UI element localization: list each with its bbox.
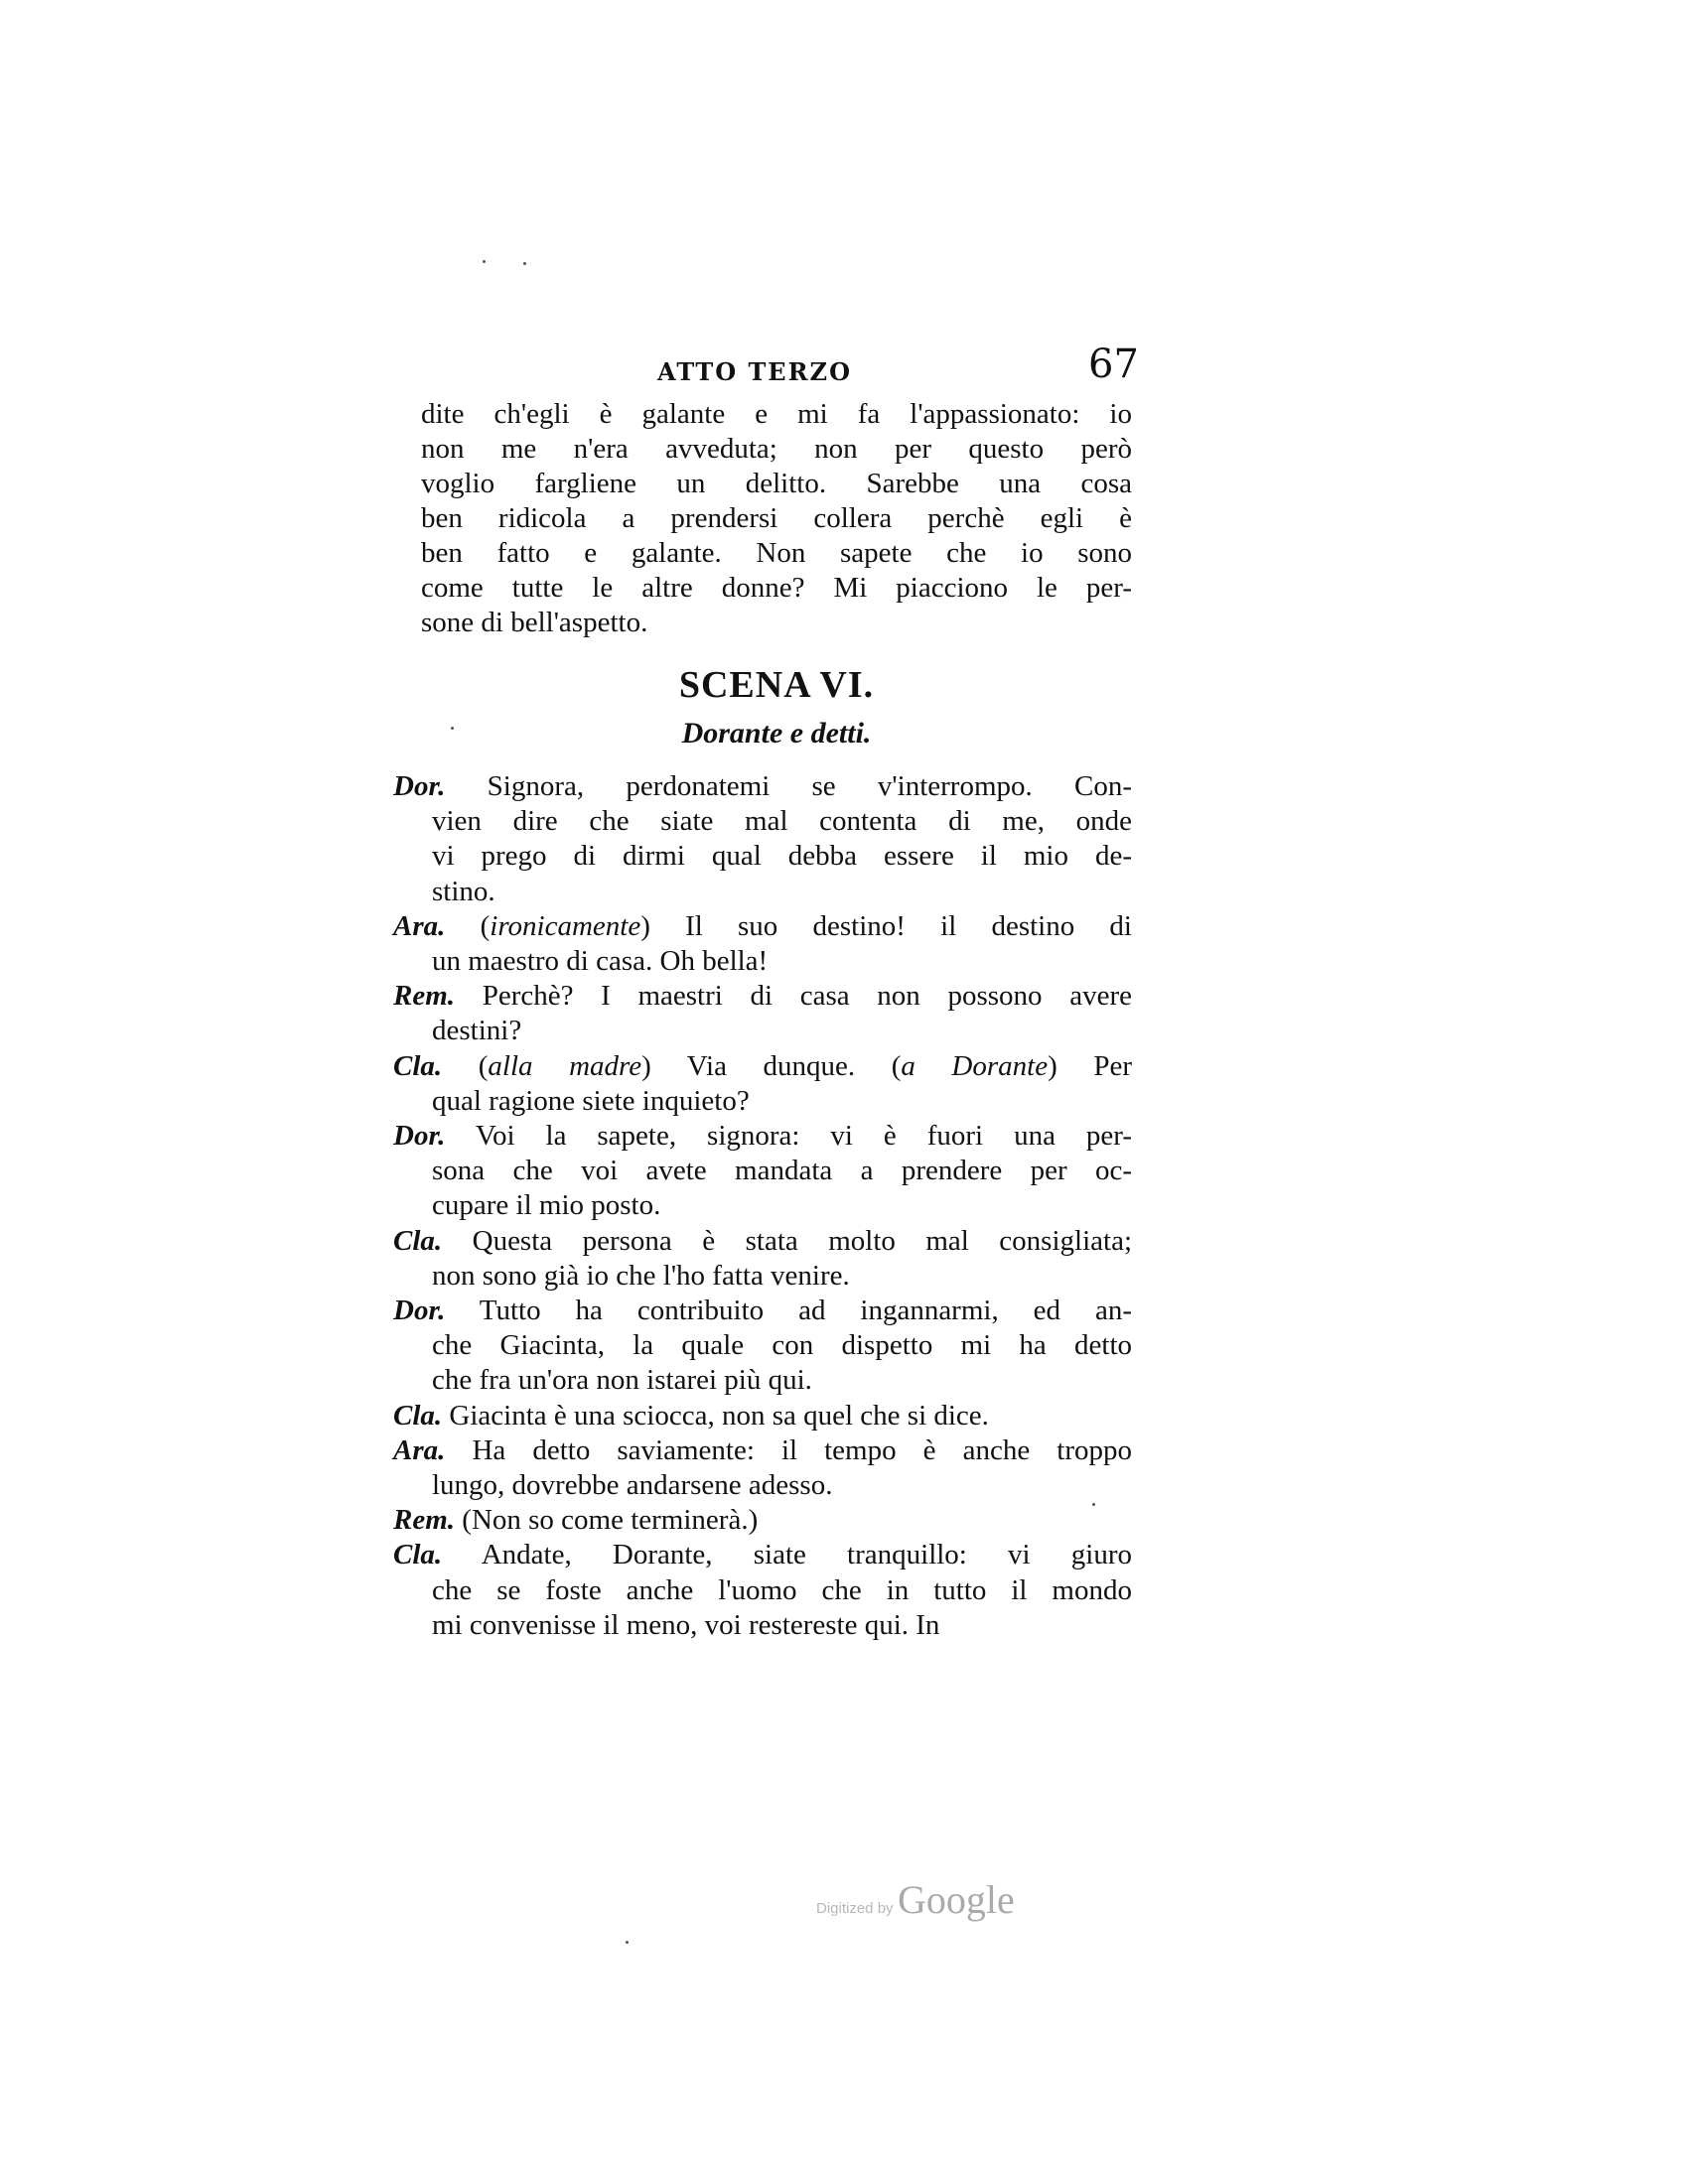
speech-text: sona che voi avete mandata a prendere per oc- xyxy=(432,1155,1132,1187)
speech-line xyxy=(432,804,1132,839)
speech-text: Perchè? I maestri di casa non possono avere xyxy=(455,980,1132,1013)
prose-line: non me n'era avveduta; non per questo però xyxy=(421,433,1132,465)
scene-persons: Dorante e detti. xyxy=(681,717,872,750)
speech-start-line xyxy=(393,909,1132,944)
digitized-watermark xyxy=(816,1876,1015,1923)
speech-text: stino. xyxy=(432,875,495,907)
speech-text: lungo, dovrebbe andarsene adesso. xyxy=(432,1469,833,1501)
stage-direction: ironicamente xyxy=(490,909,641,942)
speech-text: che se foste anche l'uomo che in tutto il mondo xyxy=(432,1573,1132,1606)
speech-line xyxy=(432,1468,1132,1503)
speech-start-line xyxy=(393,1538,1132,1572)
speech-start-line xyxy=(393,1433,1132,1468)
speck xyxy=(523,262,526,265)
speaker-name: Cla. xyxy=(393,1049,443,1082)
page-number: 67 xyxy=(1088,341,1139,387)
stage-direction: alla madre xyxy=(488,1049,642,1082)
speaker-name: Dor. xyxy=(393,1295,446,1326)
speaker-name: Rem. xyxy=(393,1504,456,1537)
speech-line xyxy=(432,1084,1132,1119)
speaker-name: Cla. xyxy=(393,1539,443,1571)
speech-start-line xyxy=(393,1224,1132,1259)
prose-line: voglio fargliene un delitto. Sarebbe una cosa xyxy=(421,468,1132,499)
speech-text: che Giacinta, la quale con dispetto mi ha detto xyxy=(432,1329,1132,1362)
speech-line xyxy=(432,944,1132,979)
speech-text: ( xyxy=(445,909,491,942)
speech-text: vien dire che siate mal contenta di me, onde xyxy=(432,805,1132,838)
speech-text: Ha detto saviamente: il tempo è anche troppo xyxy=(445,1433,1132,1466)
running-title: ATTO TERZO xyxy=(657,357,852,386)
speech-text: Questa persona è stata molto mal consigliata; xyxy=(442,1224,1132,1257)
speech-line xyxy=(432,1328,1132,1363)
speech-text: ) Via dunque. ( xyxy=(641,1049,902,1082)
speech-start-line xyxy=(393,1049,1132,1084)
speaker-name: Ara. xyxy=(393,909,446,942)
speech-line xyxy=(432,1188,1132,1223)
speech-line xyxy=(432,1154,1132,1188)
speech-start-line xyxy=(393,1399,1132,1433)
speech-text: Voi la sapete, signora: vi è fuori una per- xyxy=(445,1120,1132,1152)
speaker-name: Ara. xyxy=(393,1433,446,1466)
prose-line: dite ch'egli è galante e mi fa l'appassionato: io xyxy=(421,398,1132,430)
speech-line xyxy=(432,1363,1132,1398)
speck xyxy=(626,1941,629,1944)
speech-text: mi convenisse il meno, voi restereste qui. In xyxy=(432,1608,940,1641)
speech-line xyxy=(432,1608,1132,1643)
speech-line xyxy=(432,1573,1132,1608)
speck xyxy=(451,727,454,730)
speaker-name: Dor. xyxy=(393,1120,446,1152)
speck xyxy=(1092,1503,1095,1506)
speech-text: Signora, perdonatemi se v'interrompo. Con- xyxy=(445,770,1132,802)
speech-line xyxy=(432,1014,1132,1048)
speaker-name: Cla. xyxy=(393,1399,443,1432)
speech-text: vi prego di dirmi qual debba essere il mio de- xyxy=(432,840,1132,873)
speaker-name: Cla. xyxy=(393,1224,443,1257)
speech-text: Andate, Dorante, siate tranquillo: vi giuro xyxy=(442,1539,1132,1571)
speech-line xyxy=(432,1259,1132,1294)
google-logo: Google xyxy=(898,1877,1015,1922)
watermark-prefix: Digitized by xyxy=(816,1900,894,1917)
speck xyxy=(483,260,486,263)
speech-text: (Non so come terminerà.) xyxy=(455,1504,759,1537)
speech-text: non sono già io che l'ho fatta venire. xyxy=(432,1259,850,1292)
scene-title: SCENA VI. xyxy=(678,664,875,706)
speech-start-line xyxy=(393,769,1132,804)
speech-text: destini? xyxy=(432,1015,522,1047)
speech-text: un maestro di casa. Oh bella! xyxy=(432,945,769,977)
speech-text: ) Il suo destino! il destino di xyxy=(640,909,1132,942)
speech-text: che fra un'ora non istarei più qui. xyxy=(432,1364,812,1397)
speech-start-line xyxy=(393,1119,1132,1154)
speech-text: Tutto ha contribuito ad ingannarmi, ed an- xyxy=(445,1295,1132,1326)
speech-line xyxy=(432,839,1132,874)
speech-start-line xyxy=(393,979,1132,1014)
prose-line: come tutte le altre donne? Mi piacciono le per- xyxy=(421,572,1132,604)
speech-text: ) Per xyxy=(1048,1049,1132,1082)
prose-line: ben ridicola a prendersi collera perchè egli è xyxy=(421,502,1132,534)
speech-line xyxy=(432,875,1132,909)
speaker-name: Rem. xyxy=(393,980,456,1013)
speech-text: Giacinta è una sciocca, non sa quel che si dice. xyxy=(442,1399,989,1432)
stage-direction: a Dorante xyxy=(901,1049,1049,1082)
speaker-name: Dor. xyxy=(393,770,446,802)
speech-text: ( xyxy=(442,1049,489,1082)
speech-text: cupare il mio posto. xyxy=(432,1189,661,1222)
prose-line: sone di bell'aspetto. xyxy=(421,607,648,638)
prose-line: ben fatto e galante. Non sapete che io sono xyxy=(421,537,1132,569)
speech-start-line xyxy=(393,1503,1132,1538)
speech-start-line xyxy=(393,1294,1132,1328)
speech-text: qual ragione siete inquieto? xyxy=(432,1084,750,1117)
